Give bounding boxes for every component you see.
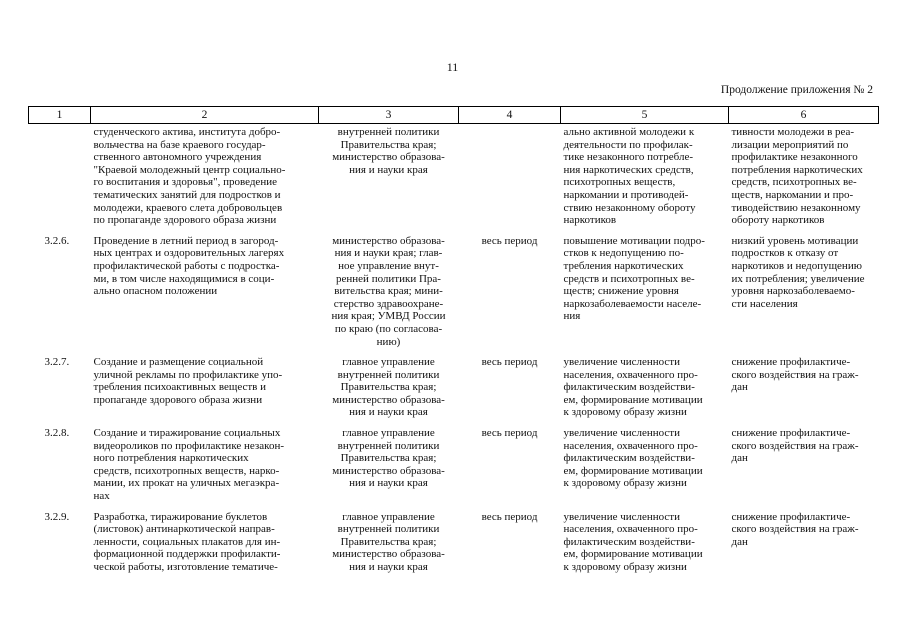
- period-cell: [459, 124, 561, 235]
- risk-cell: снижение профилактиче- ского воздействия на граж- дан: [731, 510, 859, 548]
- measure-cell: Создание и размещение социальной уличной рекламы по профилактике упо- требления психоактивных веществ и пропаганде здорового образа жизни: [93, 356, 283, 406]
- table-row: [29, 511, 879, 582]
- risk-cell: тивности молодежи в реа- лизации мероприятий по профилактике незаконного потребления наркотических средств, психотропных ве- ществ, наркомании и про- тиводействию незаконному обороту наркотиков: [731, 126, 863, 227]
- row-number: 3.2.8.: [44, 427, 70, 440]
- result-cell: повышение мотивации подро- стков к недопущению по- требления наркотических средств и психотропных ве- ществ; снижение уровня наркозаболеваемости населе- ния: [563, 234, 705, 323]
- table-row: [29, 356, 879, 427]
- measure-cell: студенческого актива, института добро- вольчества на базе краевого государ- ственного автономного учреждения "Краевой молодежный центр социально- го воспитания и здоровья", проведение тематических занятий для подростков и молодежи, краевого слета добровольцев по пропаганде здорового образа жизни: [93, 126, 286, 227]
- column-header-3: 3: [319, 107, 459, 124]
- continuation-label: Продолжение приложения № 2: [720, 84, 873, 96]
- risk-cell: снижение профилактиче- ского воздействия на граж- дан: [731, 356, 859, 394]
- risk-cell: снижение профилактиче- ского воздействия на граж- дан: [731, 427, 859, 465]
- table-row: [29, 235, 879, 356]
- row-number: [29, 124, 91, 235]
- table-header-row: [29, 107, 879, 124]
- executor-cell: главное управление внутренней политики Правительства края; министерство образова- ния и науки края: [332, 356, 445, 419]
- period-cell: весь период: [481, 234, 538, 247]
- period-cell: весь период: [481, 510, 538, 523]
- measures-table: [28, 106, 879, 582]
- page-number: 11: [446, 60, 459, 74]
- row-number: 3.2.7.: [44, 356, 70, 369]
- period-cell: весь период: [481, 427, 538, 440]
- row-number: 3.2.6.: [44, 234, 70, 247]
- table-row: [29, 124, 879, 235]
- period-cell: весь период: [481, 356, 538, 369]
- risk-cell: низкий уровень мотивации подростков к отказу от наркотиков и недопущению их потребления; увеличение уровня наркозаболеваемо- сти населения: [731, 234, 865, 310]
- result-cell: увеличение численности населения, охваченного про- филактическим воздействи- ем, формирование мотивации к здоровому образу жизни: [563, 510, 703, 573]
- result-cell: увеличение численности населения, охваченного про- филактическим воздействи- ем, формирование мотивации к здоровому образу жизни: [563, 427, 703, 490]
- executor-cell: министерство образова- ния и науки края; глав- ное управление внут- ренней политики Пра- вительства края; мини- стерство здравоохране- ния края; УМВД России по краю (по согласова- нию): [331, 234, 446, 348]
- measure-cell: Разработка, тиражирование буклетов (листовок) антинаркотической направ- ленности, социальных плакатов для ин- формационной поддержки профилакти- ческой работы, изготовление тематиче-: [93, 510, 281, 573]
- column-header-1: 1: [29, 107, 91, 124]
- column-header-2: 2: [91, 107, 319, 124]
- executor-cell: главное управление внутренней политики Правительства края; министерство образова- ния и науки края: [332, 427, 445, 490]
- result-cell: ально активной молодежи к деятельности по профилак- тике незаконного потребле- ния наркотических средств, психотропных веществ, наркомании и противодей- ствию незаконному обороту наркотиков: [563, 126, 696, 227]
- column-header-4: 4: [459, 107, 561, 124]
- executor-cell: внутренней политики Правительства края; министерство образова- ния и науки края: [332, 126, 445, 176]
- column-header-5: 5: [561, 107, 729, 124]
- result-cell: увеличение численности населения, охваченного про- филактическим воздействи- ем, формирование мотивации к здоровому образу жизни: [563, 356, 703, 419]
- row-number: 3.2.9.: [44, 510, 70, 523]
- measure-cell: Создание и тиражирование социальных видеороликов по профилактике незакон- ного потребления наркотических средств, психотропных веществ, нарко- мании, их прокат на уличных мегаэкра- нах: [93, 427, 284, 503]
- table-row: [29, 427, 879, 511]
- measure-cell: Проведение в летний период в загород- ных центрах и оздоровительных лагерях профилактической работы с подростка- ми, в том числе находящимися в соци- ально опасном положении: [93, 234, 285, 298]
- executor-cell: главное управление внутренней политики Правительства края; министерство образова- ния и науки края: [332, 510, 445, 573]
- column-header-6: 6: [729, 107, 879, 124]
